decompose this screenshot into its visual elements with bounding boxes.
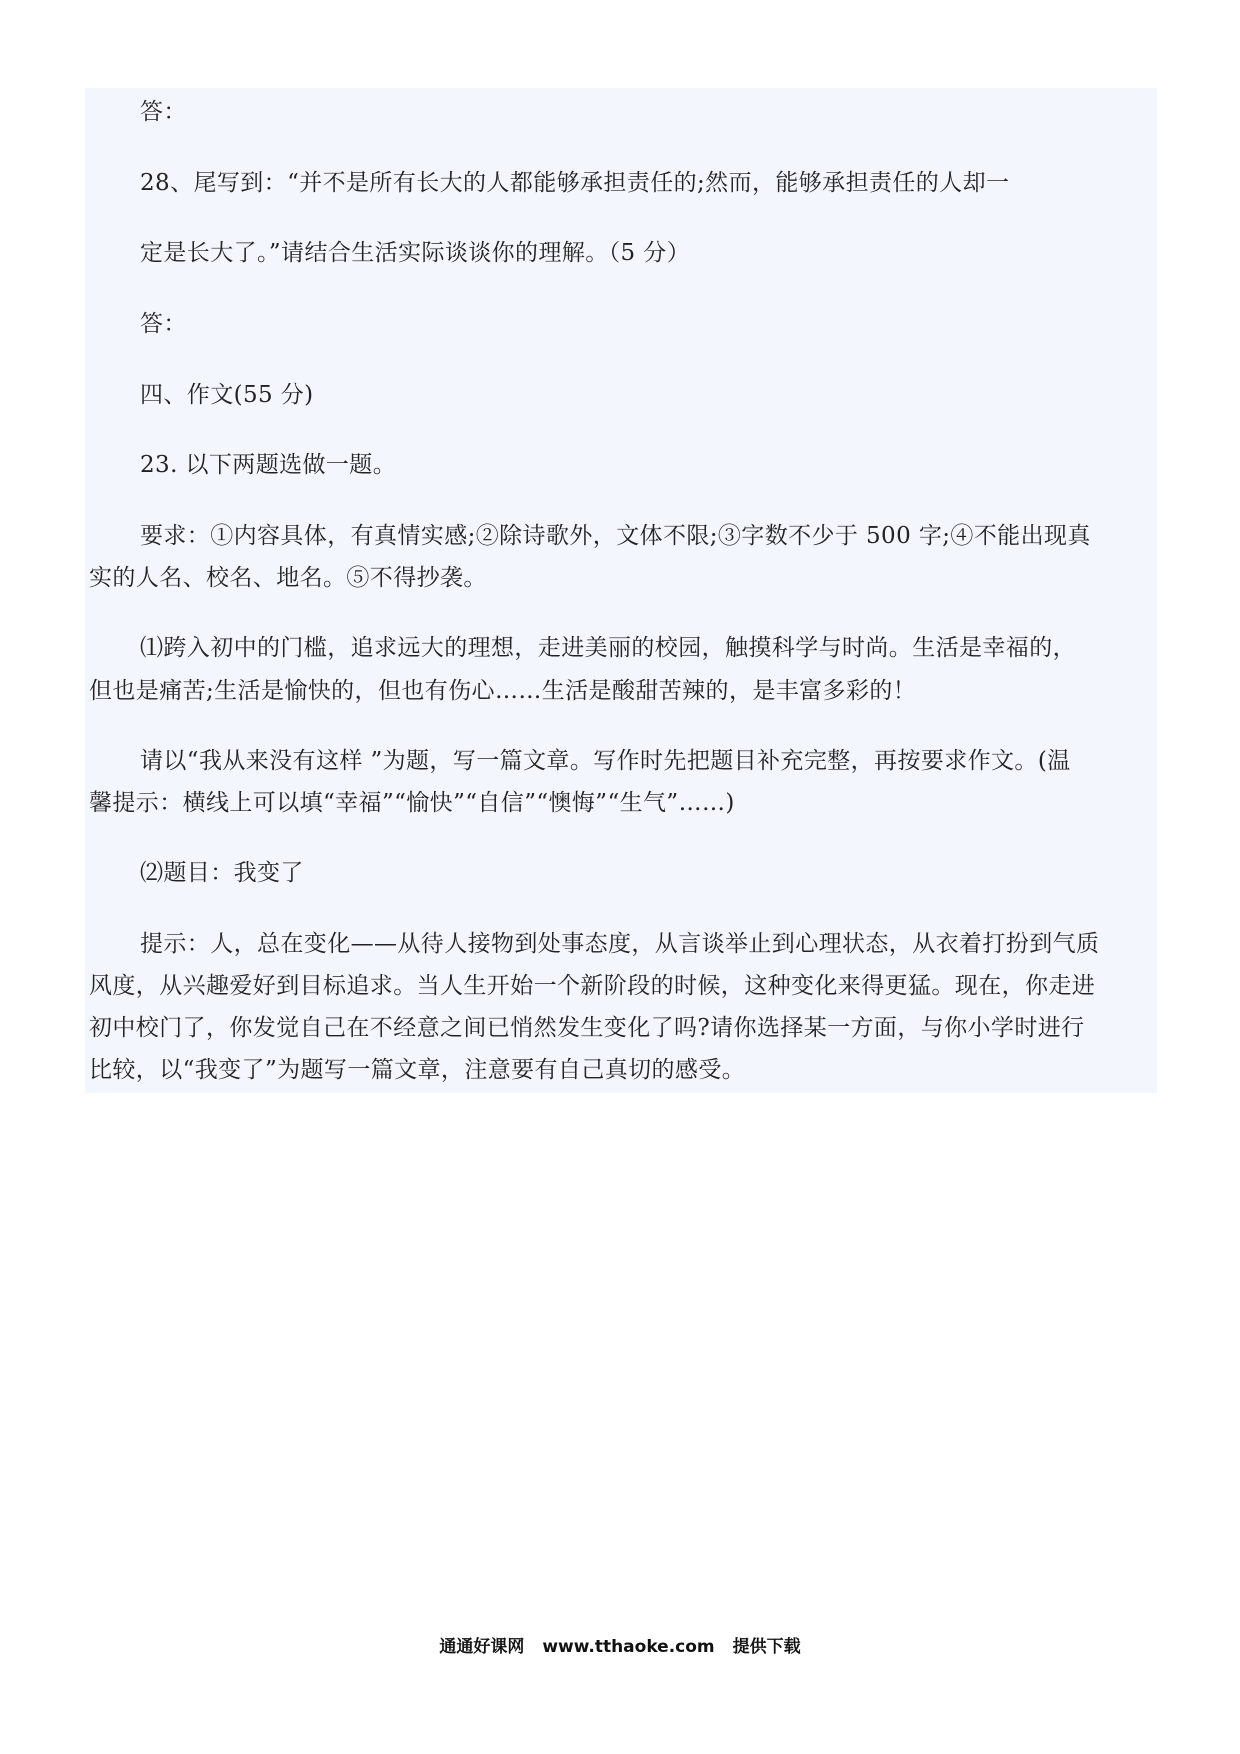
answer-label-1: 答：: [140, 99, 187, 125]
option-1-prompt-line-2: 馨提示：横线上可以填“幸福”“愉快”“自信”“懊悔”“生气”……): [89, 790, 735, 816]
footer-site-name: 通通好课网: [439, 1637, 525, 1657]
answer-label-2: 答：: [140, 311, 187, 337]
section-heading-composition: 四、作文(55 分): [140, 382, 314, 408]
option-1-prompt-line-1: 请以“我从来没有这样 ”为题，写一篇文章。写作时先把题目补充完整，再按要求作文。(温: [140, 748, 1071, 774]
requirements-line-1: 要求：①内容具体，有真情实感;②除诗歌外，文体不限;③字数不少于 500 字;④不能出现真: [140, 523, 1091, 549]
option-1-line-1: ⑴跨入初中的门槛，追求远大的理想，走进美丽的校园，触摸科学与时尚。生活是幸福的，: [140, 635, 1076, 661]
requirements-line-2: 实的人名、校名、地名。⑤不得抄袭。: [89, 565, 487, 591]
question-28-line-2: 定是长大了。”请结合生活实际谈谈你的理解。（5 分）: [140, 240, 691, 266]
question-28-line-1: 28、尾写到：“并不是所有长大的人都能够承担责任的;然而，能够承担责任的人却一: [140, 170, 1010, 196]
footer-suffix: 提供下载: [732, 1637, 801, 1657]
option-1-line-2: 但也是痛苦;生活是愉快的，但也有伤心……生活是酸甜苦辣的，是丰富多彩的！: [89, 678, 917, 704]
option-2-hint-line-4: 比较，以“我变了”为题写一篇文章，注意要有自己真切的感受。: [89, 1057, 746, 1083]
page-footer: [0, 1632, 1240, 1657]
option-2-hint-line-2: 风度，从兴趣爱好到目标追求。当人生开始一个新阶段的时候，这种变化来得更猛。现在，你走进: [89, 973, 1096, 999]
question-23-heading: 23. 以下两题选做一题。: [140, 452, 397, 478]
footer-url[interactable]: www.tthaoke.com: [542, 1637, 715, 1657]
option-2-hint-line-1: 提示：人，总在变化——从待人接物到处事态度，从言谈举止到心理状态，从衣着打扮到气质: [140, 931, 1100, 957]
option-2-title: ⑵题目：我变了: [140, 860, 304, 886]
option-2-hint-line-3: 初中校门了，你发觉自己在不经意之间已悄然发生变化了吗?请你选择某一方面，与你小学时进行: [89, 1015, 1085, 1041]
